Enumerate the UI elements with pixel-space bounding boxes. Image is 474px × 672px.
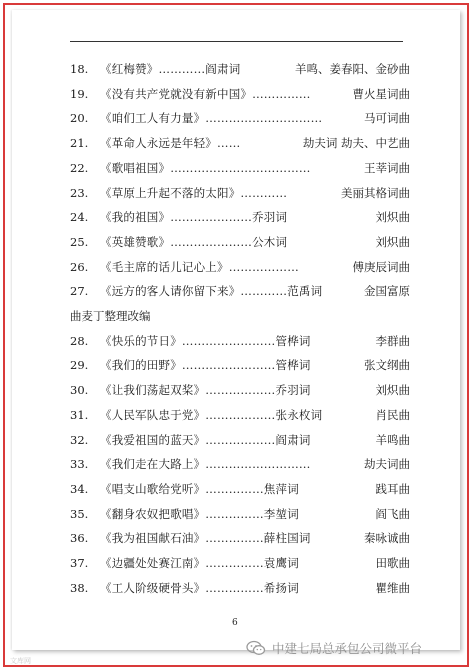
entry-title: 《歌唱祖国》……………………………… [100, 160, 311, 175]
entry-credits: 曹火星词曲 [352, 86, 410, 101]
list-item [70, 281, 410, 301]
entry-number: 31. [70, 407, 89, 422]
list-item [70, 578, 410, 598]
entry-number: 23. [70, 185, 89, 200]
entry-title: 《翻身农奴把歌唱》……………李堃词 [100, 506, 299, 521]
entry-title: 《没有共产党就没有新中国》…………… [100, 86, 311, 101]
list-item [70, 454, 410, 474]
entry-credits: 刘炽曲 [375, 210, 410, 225]
list-item [70, 183, 410, 203]
entry-number: 25. [70, 234, 89, 249]
entry-number: 21. [70, 136, 89, 151]
entry-number: 18. [70, 62, 89, 76]
entry-credits: 践耳曲 [375, 481, 410, 496]
entry-credits: 阎飞曲 [375, 506, 410, 521]
entry-credits: 刘炽曲 [375, 383, 410, 398]
page-number: 6 [232, 618, 238, 628]
entry-title: 《草原上升起不落的太阳》………… [100, 185, 288, 200]
wechat-icon [246, 640, 266, 656]
entry-title: 《咱们工人有力量》………………………… [100, 111, 323, 126]
list-item [70, 355, 410, 375]
entry-credits: 马可词曲 [364, 111, 410, 126]
entry-title: 《英雄赞歌》…………………公木词 [100, 234, 288, 249]
entry-credits: 劫夫词 劫夫、中艺曲 [302, 136, 410, 151]
entry-credits: 李群曲 [375, 333, 410, 348]
entry-number: 36. [70, 531, 89, 546]
list-item [70, 59, 410, 79]
entry-number: 35. [70, 506, 89, 521]
entry-title: 《毛主席的话儿记心上》……………… [100, 259, 299, 274]
entry-number: 37. [70, 556, 89, 570]
corner-logo: 文库网 [10, 657, 31, 665]
entry-credits: 羊鸣曲 [375, 432, 410, 447]
entry-title: 《让我们荡起双桨》………………乔羽词 [100, 383, 311, 398]
entry-number: 27. [70, 284, 89, 299]
entry-title: 《工人阶级硬骨头》……………希扬词 [100, 580, 299, 595]
list-item [70, 504, 410, 524]
list-item [70, 84, 410, 104]
watermark-text: 中建七局总承包公司微平台 [272, 641, 423, 656]
list-item [70, 158, 410, 178]
entry-number: 34. [70, 481, 89, 496]
entry-number: 28. [70, 333, 89, 348]
entry-title: 《人民军队忠于党》………………张永枚词 [100, 407, 323, 422]
list-item [70, 405, 410, 425]
entry-title: 《快乐的节日》……………………管桦词 [100, 333, 311, 348]
entry-number: 29. [70, 358, 89, 373]
entry-title: 《我们走在大路上》……………………… [100, 457, 311, 472]
list-item [70, 479, 410, 499]
list-item [70, 380, 410, 400]
entry-credits: 张文纲曲 [364, 358, 410, 373]
entry-number: 33. [70, 457, 89, 472]
entry-number: 26. [70, 259, 89, 274]
entry-title: 《红梅赞》…………阎肃词 [100, 62, 241, 76]
entry-credits: 肖民曲 [375, 407, 410, 422]
list-item [70, 553, 410, 573]
entry-credits: 傅庚辰词曲 [352, 259, 410, 274]
entry-number: 30. [70, 383, 89, 398]
entry-title: 《唱支山歌给党听》……………焦萍词 [100, 481, 299, 496]
list-item [70, 430, 410, 450]
list-item [70, 331, 410, 351]
entry-title: 《我们的田野》……………………管桦词 [100, 358, 311, 373]
entry-number: 32. [70, 432, 89, 447]
entry-number: 24. [70, 210, 89, 225]
entry-number: 38. [70, 580, 89, 595]
entry-credits: 田歌曲 [375, 556, 410, 570]
entry-continuation: 曲麦丁整理改编 [70, 309, 151, 323]
list-item [70, 257, 410, 277]
entry-title: 《我爱祖国的蓝天》………………阎肃词 [100, 432, 311, 447]
list-item [70, 232, 410, 252]
entry-title: 《远方的客人请你留下来》…………范禹词 [100, 284, 323, 299]
entry-number: 19. [70, 86, 89, 101]
watermark [246, 638, 422, 658]
entry-title: 《革命人永远是年轻》…… [100, 136, 241, 151]
list-item [70, 207, 410, 227]
entry-number: 20. [70, 111, 89, 126]
entry-credits: 秦咏诚曲 [364, 531, 410, 546]
list-item [70, 108, 410, 128]
entry-title: 《我为祖国献石油》……………薛柱国词 [100, 531, 311, 546]
entry-credits: 瞿维曲 [375, 580, 410, 595]
entry-credits: 羊鸣、姜春阳、金砂曲 [295, 62, 410, 76]
entry-number: 22. [70, 160, 89, 175]
entry-credits: 王莘词曲 [364, 160, 410, 175]
entry-credits: 刘炽曲 [375, 234, 410, 249]
entry-credits: 劫夫词曲 [364, 457, 410, 472]
list-item [70, 133, 410, 153]
entry-credits: 美丽其格词曲 [341, 185, 410, 200]
entry-title: 《我的祖国》…………………乔羽词 [100, 210, 288, 225]
entry-credits: 金国富原 [364, 284, 410, 299]
list-item [70, 528, 410, 548]
entry-title: 《边疆处处赛江南》……………袁鹰词 [100, 556, 299, 570]
